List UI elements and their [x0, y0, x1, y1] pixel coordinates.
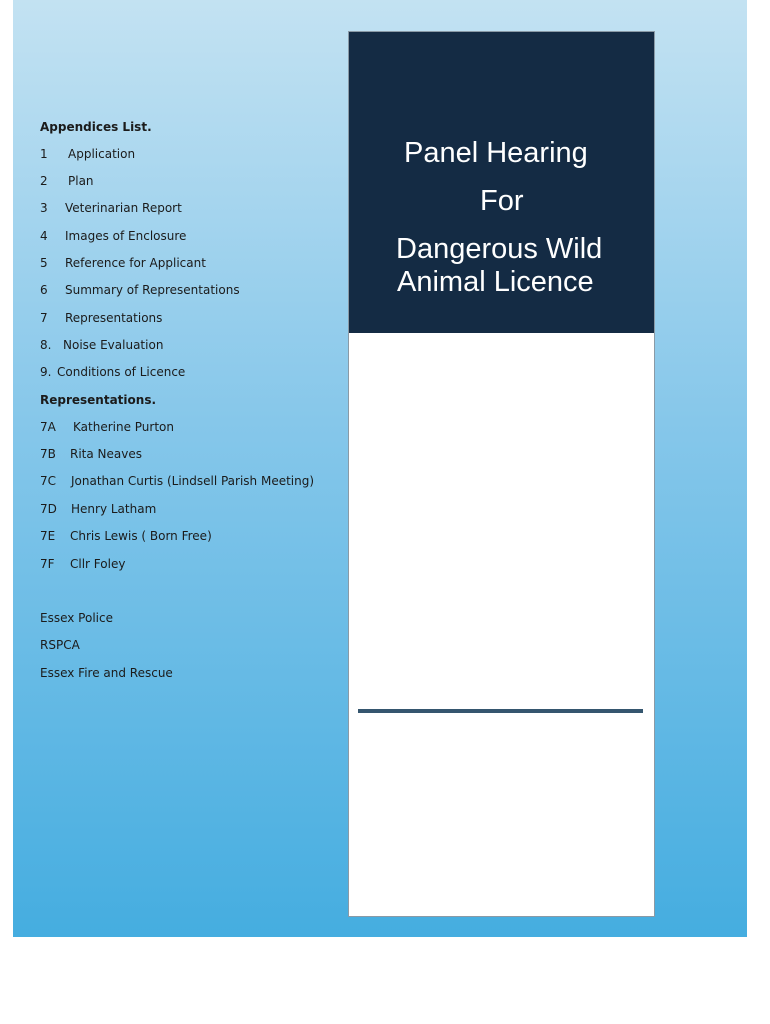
item-number: 7 [40, 311, 48, 325]
item-label: Representations [65, 311, 163, 325]
divider-rule [358, 709, 643, 713]
item-label: Plan [68, 174, 94, 188]
item-number: 7E [40, 529, 56, 543]
item-number: 9. [40, 365, 52, 379]
item-label: Rita Neaves [70, 447, 142, 461]
item-number: 5 [40, 256, 48, 270]
item-label: Images of Enclosure [65, 229, 187, 243]
item-number: 6 [40, 283, 48, 297]
item-label: Henry Latham [71, 502, 157, 516]
item-label: Veterinarian Report [65, 201, 182, 215]
item-number: 7C [40, 474, 57, 488]
item-number: 3 [40, 201, 48, 215]
item-number: 7B [40, 447, 56, 461]
list-item: Essex Fire and Rescue [40, 666, 173, 680]
item-label: Summary of Representations [65, 283, 240, 297]
item-label: Noise Evaluation [63, 338, 164, 352]
appendices-heading: Appendices List. [40, 120, 152, 134]
title-line: Dangerous Wild [396, 233, 603, 265]
item-label: Katherine Purton [73, 420, 174, 434]
title-line: Animal Licence [397, 266, 594, 298]
item-label: Application [68, 147, 136, 161]
item-number: 7F [40, 557, 55, 571]
list-item: RSPCA [40, 638, 80, 652]
title-line: For [480, 185, 524, 217]
item-label: Chris Lewis ( Born Free) [70, 529, 212, 543]
item-number: 8. [40, 338, 52, 352]
item-number: 1 [40, 147, 48, 161]
item-label: Reference for Applicant [65, 256, 206, 270]
title-panel [348, 31, 655, 917]
item-label: Cllr Foley [70, 557, 126, 571]
item-number: 7D [40, 502, 57, 516]
item-label: Jonathan Curtis (Lindsell Parish Meeting) [71, 474, 315, 488]
item-number: 7A [40, 420, 56, 434]
item-label: Conditions of Licence [57, 365, 186, 379]
representations-heading: Representations. [40, 393, 157, 407]
item-number: 4 [40, 229, 48, 243]
title-line: Panel Hearing [404, 137, 588, 169]
item-number: 2 [40, 174, 48, 188]
list-item: Essex Police [40, 611, 113, 625]
title-block [349, 32, 654, 333]
